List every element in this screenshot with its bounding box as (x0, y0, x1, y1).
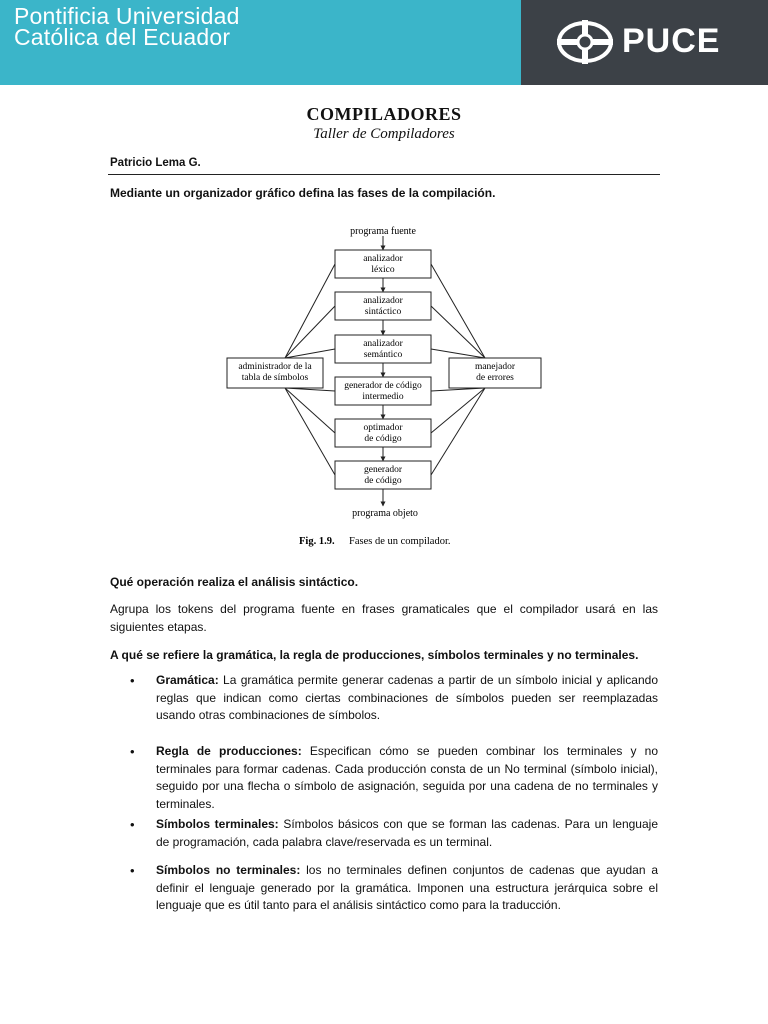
definition-term: Símbolos no terminales: (156, 863, 301, 877)
university-line2: Católica del Ecuador (14, 24, 231, 50)
page-title: COMPILADORES (306, 104, 462, 124)
phase-box (335, 377, 431, 405)
error-handler-link (431, 388, 485, 433)
university-line1: Pontificia Universidad (14, 3, 240, 29)
output-label: programa objeto (352, 508, 418, 519)
phase-box (335, 461, 431, 489)
question-2: Qué operación realiza el análisis sintáctico. (110, 575, 359, 589)
phase-box-line1: analizador (363, 296, 403, 306)
divider (108, 174, 660, 175)
caption-number: Fig. 1.9. (299, 536, 335, 547)
input-label: programa fuente (350, 226, 416, 237)
symbol-table-box (227, 358, 323, 388)
error-handler-box (449, 358, 541, 388)
banner-left (0, 0, 521, 85)
definition-term: Gramática: (156, 673, 219, 687)
phase-box-line1: generador (364, 465, 402, 475)
phase-box (335, 250, 431, 278)
symbol-table-box-line2: tabla de símbolos (241, 373, 309, 383)
error-handler-box-line1: manejador (474, 362, 516, 372)
header-banner (0, 0, 768, 85)
phase-box-line2: de código (364, 476, 402, 486)
puce-emblem-icon (553, 18, 617, 66)
phase-box-line2: intermedio (362, 392, 404, 402)
definition-term: Regla de producciones: (156, 744, 302, 758)
symbol-table-link (285, 388, 335, 433)
error-handler-link (431, 388, 485, 475)
symbol-table-box-line1: administrador de la (238, 362, 312, 372)
bullet-icon: • (130, 817, 135, 832)
phase-box-line1: optimador (363, 423, 403, 433)
definition-term: Símbolos terminales: (156, 817, 279, 831)
bullet-icon: • (130, 673, 135, 688)
question-1: Mediante un organizador gráfico defina las fases de la compilación. (110, 186, 496, 200)
phase-box-line2: léxico (371, 265, 395, 275)
phase-box-line1: analizador (363, 254, 403, 264)
error-handler-link (431, 264, 485, 358)
definition-text: los no terminales definen conjuntos de cadenas que ayudan a definir el lenguaje generado por la gramática. Imponen una estructura jerárquica sobre el lenguaje que es útil tanto para el análisis sintáctico como para la traducción. (156, 863, 659, 912)
puce-logo-text: PUCE (622, 22, 721, 60)
banner-right (521, 0, 768, 85)
question-3: A qué se refiere la gramática, la regla de producciones, símbolos terminales y no terminales. (110, 648, 639, 662)
caption-text: Fases de un compilador. (349, 536, 451, 547)
phase-box (335, 419, 431, 447)
phase-box-line1: generador de código (344, 381, 422, 391)
phase-box (335, 292, 431, 320)
error-handler-box-line2: de errores (476, 373, 514, 383)
phase-box-line2: sintáctico (364, 307, 402, 317)
university-name (14, 3, 240, 50)
page-subtitle: Taller de Compiladores (313, 126, 455, 142)
phase-box-line2: semántico (363, 350, 403, 360)
compiler-phases-diagram (225, 222, 555, 552)
definition-text: Símbolos básicos con que se forman las cadenas. Para un lenguaje de programación, cada palabra clave/reservada es un terminal. (156, 817, 658, 849)
bullet-icon: • (130, 863, 135, 878)
symbol-table-link (285, 264, 335, 358)
answer-2: Agrupa los tokens del programa fuente en frases gramaticales que el compilador usará en las siguientes etapas. (110, 602, 658, 634)
phase-box (335, 335, 431, 363)
author-name: Patricio Lema G. (110, 157, 201, 169)
definition-text: La gramática permite generar cadenas a partir de un símbolo inicial y aplicando reglas que indican como ciertas combinaciones de símbolos pueden ser reemplazadas usando otras combinaciones de símbolos. (156, 673, 658, 722)
definition-text: Especifican cómo se pueden combinar los terminales y no terminales para formar cadenas. Cada producción consta de un No terminal (símbolo inicial), seguido por una flecha o símbolo de asignación, seguida por una cadena de no terminales y terminales. (156, 744, 658, 811)
phase-box-line2: de código (364, 434, 402, 444)
bullet-icon: • (130, 744, 135, 759)
symbol-table-link (285, 388, 335, 475)
phase-box-line1: analizador (363, 339, 403, 349)
